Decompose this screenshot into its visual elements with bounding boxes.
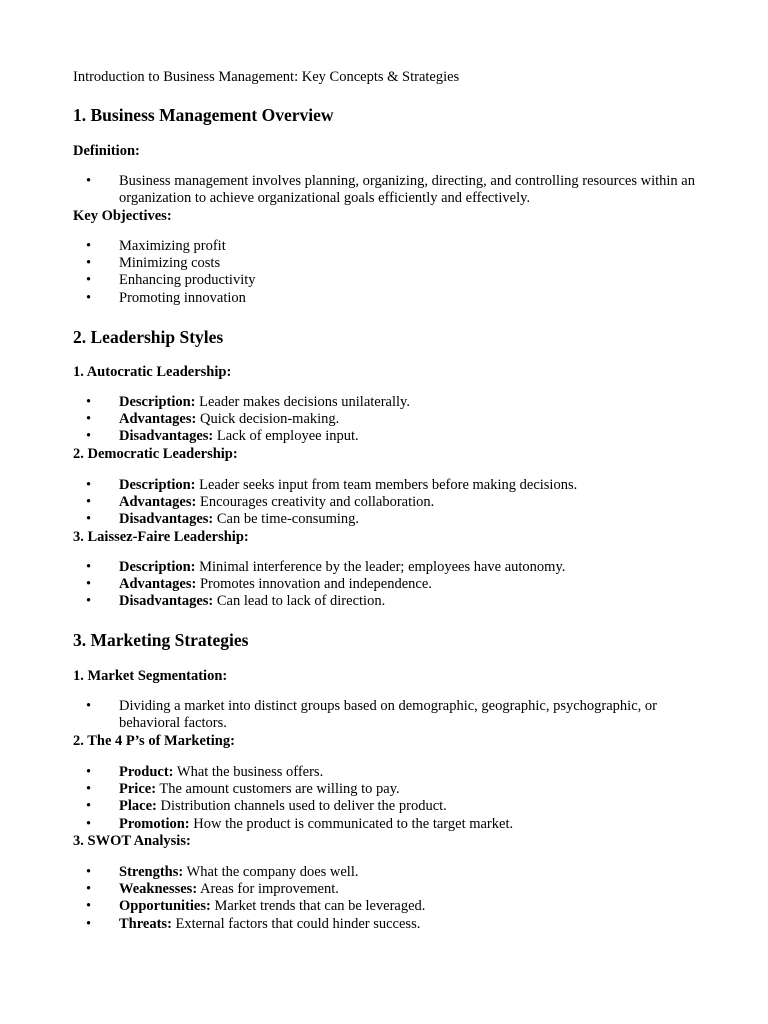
list-item: • Place: Distribution channels used to deliver the product. [0, 798, 768, 815]
definition-label: Definition: [73, 143, 140, 159]
list-item: • Threats: External factors that could hinder success. [0, 916, 768, 933]
list-item: • Disadvantages: Can lead to lack of direction. [0, 593, 768, 610]
document-title: Introduction to Business Management: Key Concepts & Strategies [73, 69, 460, 85]
list-item: • Maximizing profit [0, 238, 768, 255]
swot-list [0, 864, 768, 933]
list-item: • Description: Leader makes decisions unilaterally. [0, 394, 768, 411]
democratic-list [0, 477, 768, 529]
four-ps-label: 2. The 4 P’s of Marketing: [73, 733, 235, 749]
list-item: • Description: Minimal interference by the leader; employees have autonomy. [0, 559, 768, 576]
democratic-label: 2. Democratic Leadership: [73, 446, 238, 462]
definition-list [0, 173, 768, 207]
list-item: • Opportunities: Market trends that can be leveraged. [0, 898, 768, 915]
objectives-list [0, 238, 768, 307]
four-ps-list [0, 764, 768, 833]
list-item: • Description: Leader seeks input from team members before making decisions. [0, 477, 768, 494]
list-item: • Minimizing costs [0, 255, 768, 272]
laissez-faire-list [0, 559, 768, 611]
laissez-faire-label: 3. Laissez-Faire Leadership: [73, 529, 249, 545]
autocratic-list [0, 394, 768, 446]
list-item: • Advantages: Quick decision-making. [0, 411, 768, 428]
list-item: • Advantages: Encourages creativity and collaboration. [0, 494, 768, 511]
autocratic-label: 1. Autocratic Leadership: [73, 364, 232, 380]
list-item: • Disadvantages: Can be time-consuming. [0, 511, 768, 528]
section-heading-overview: 1. Business Management Overview [73, 105, 334, 125]
list-item: • Disadvantages: Lack of employee input. [0, 428, 768, 445]
list-item: • Price: The amount customers are willing to pay. [0, 781, 768, 798]
list-item: • Advantages: Promotes innovation and independence. [0, 576, 768, 593]
segmentation-list [0, 698, 768, 732]
list-item: • Weaknesses: Areas for improvement. [0, 881, 768, 898]
list-item: • Business management involves planning, organizing, directing, and controlling resources within an organization to achieve organizational goals efficiently and effectively. [0, 173, 768, 207]
list-item: • Strengths: What the company does well. [0, 864, 768, 881]
list-item: • Enhancing productivity [0, 272, 768, 289]
list-item: • Dividing a market into distinct groups based on demographic, geographic, psychographic, or behavioral factors. [0, 698, 768, 732]
section-heading-marketing: 3. Marketing Strategies [73, 630, 249, 650]
list-item: • Promotion: How the product is communicated to the target market. [0, 816, 768, 833]
segmentation-label: 1. Market Segmentation: [73, 668, 228, 684]
section-heading-leadership: 2. Leadership Styles [73, 327, 224, 347]
list-item: • Product: What the business offers. [0, 764, 768, 781]
key-objectives-label: Key Objectives: [73, 208, 172, 224]
list-item: • Promoting innovation [0, 290, 768, 307]
swot-label: 3. SWOT Analysis: [73, 833, 191, 849]
